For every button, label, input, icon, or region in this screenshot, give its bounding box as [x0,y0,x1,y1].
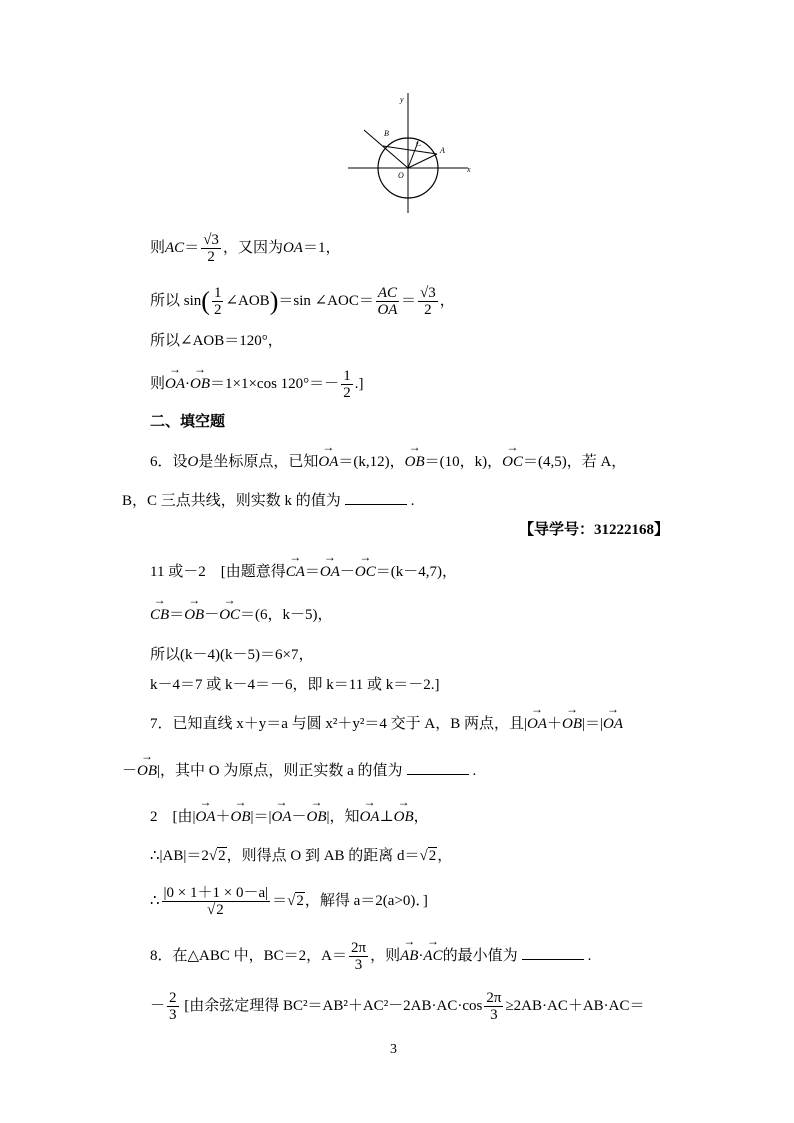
vector-oa: → OA [318,452,338,472]
a8-line-1: － $\frac{2}{3}$ [由余弦定理得 BC²＝AB²＋AC²－2AB·AC·cos $\frac{2\pi}{3}$ ≥2AB·AC＋AB·AC＝ [150,990,645,1023]
fraction: $\frac{√3}{2}$ [203,232,219,265]
fraction: $\frac{2\pi}{3}$ [350,940,367,973]
fraction: $\frac{AC}{OA}$ [377,285,398,318]
fraction: $\frac{|0 \times 1+1 \times 0-a|}{√2}$ [163,885,269,918]
a6-line-2: → CB＝→ OB－→ OC＝(6，k－5)， [150,605,333,625]
vector-ob: → OB [405,452,425,472]
a6-line-3: 所以(k－4)(k－5)＝6×7， [150,647,314,663]
page-number: 3 [390,1042,397,1057]
vector-ca: → CA [286,562,305,582]
vector-oa: → OA [320,562,340,582]
vector-ob: → OB [307,807,327,827]
vector-ob: → OB [394,807,414,827]
p5-line-4: 则→ OA·→ OB＝1×1×cos 120°＝－ $\frac{1}{2}$ .] [150,368,363,401]
vector-ob: → OB [231,807,251,827]
vector-oa: → OA [527,714,547,734]
q6-line-1: 6．设O是坐标原点，已知→ OA＝(k,12)，→ OB＝(10，k)，→ OC＝(4,5)，若 A， [150,452,626,472]
fraction: $\frac{1}{2}$ [343,368,351,401]
a7-line-1: 2 [由|→ OA＋→ OB|＝|→ OA－→ OB|，知→ OA⊥→ OB， [150,807,429,827]
vector-ob: → OB [190,374,210,394]
fraction: $\frac{2\pi}{3}$ [486,990,502,1023]
q8-line-1: 8．在△ABC 中，BC＝2，A＝ $\frac{2\pi}{3}$ ，则→ AB·→ AC的最小值为 . [150,940,591,973]
answer-blank [522,945,584,960]
unit-circle-diagram [340,88,480,218]
p5-line-1: 则AC＝ $\frac{√3}{2}$ ，又因为OA＝1， [150,232,341,265]
answer-blank [345,490,407,505]
q7-line-2: －→ OB|，其中 O 为原点，则正实数 a 的值为 . [122,760,476,781]
vector-ac: → AC [423,946,442,966]
vector-oc: → OC [502,452,523,472]
vector-ob: → OB [562,714,582,734]
vector-cb: → CB [150,605,169,625]
label-c: C [416,139,422,148]
label-o: O [398,171,404,180]
a6-line-1: 11 或－2 [由题意得→ CA＝→ OA－→ OC＝(k－4,7)， [150,562,457,582]
fraction: $\frac{√3}{2}$ [420,285,436,318]
answer-blank [407,760,469,775]
label-a: A [440,146,445,155]
fraction: $\frac{1}{2}$ [213,285,222,318]
vector-oa: → OA [603,714,623,734]
vector-oa: → OA [360,807,380,827]
a7-line-3: ∴ $\frac{|0 \times 1+1 \times 0-a|}{√2}$ ＝√2，解得 a＝2(a>0)．] [150,885,428,918]
vector-oc: → OC [219,605,240,625]
vector-oa: → OA [165,374,185,394]
vector-oa: → OA [272,807,292,827]
vector-ab: → AB [400,946,418,966]
a7-line-2: ∴|AB|＝2√2，则得点 O 到 AB 的距离 d＝√2， [150,848,453,864]
reference-number: 【导学号：31222168】 [518,522,669,538]
q7-line-1: 7．已知直线 x＋y＝a 与圆 x²＋y²＝4 交于 A，B 两点，且|→ OA＋→ OB|＝|→ OA [150,714,623,734]
label-x: x [467,165,471,174]
vector-ob: → OB [184,605,204,625]
p5-line-3: 所以∠AOB＝120°， [150,333,283,349]
vector-oa: → OA [196,807,216,827]
vector-ob: → OB [137,761,157,781]
a6-line-4: k－4＝7 或 k－4＝－6，即 k＝11 或 k＝－2.] [150,677,440,693]
label-y: y [400,95,404,104]
fraction: $\frac{2}{3}$ [169,990,177,1023]
label-b: B [384,129,389,138]
q6-line-2: B，C 三点共线，则实数 k 的值为 . [122,490,415,511]
section-title: 二、填空题 [150,414,226,430]
p5-line-2: 所以 sin( $\frac{1}{2}$ ∠AOB)＝sin ∠AOC＝ $\frac{AC}{OA}$ ＝ $\frac{√3}{2}$ ， [150,285,455,318]
vector-oc: → OC [355,562,376,582]
